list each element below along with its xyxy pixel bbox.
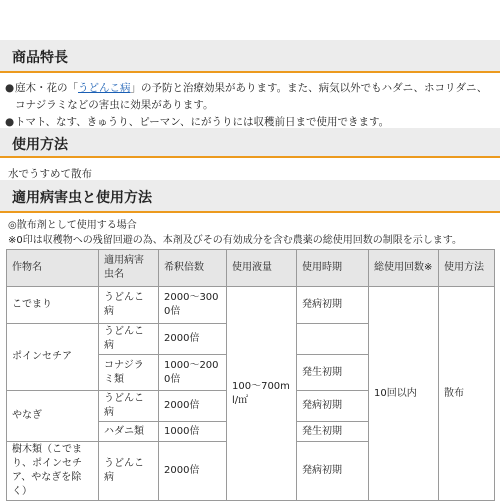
dilution-cell: 1000倍 [159,422,227,442]
dilution-cell: 2000倍 [159,324,227,355]
pest-table-heading: 適用病害虫と使用方法 [12,190,152,206]
pest-cell: うどんこ病 [99,391,159,422]
pest-cell: コナジラミ類 [99,355,159,391]
header-cell: 使用液量 [227,250,297,287]
feature-text-post: 」の予防と治療効果があります。また、病気以外でもハダニ、ホコリダニ、コナジラミなどの害虫に効果があります。 [15,82,488,111]
timing-cell [297,324,369,355]
feature-text-pre: 庭木・花の「 [15,82,78,94]
header-cell: 希釈倍数 [159,250,227,287]
feature-text: トマト、なす、きゅうり、ピーマン、にがうりには収穫前日まで使用できます。 [15,116,390,128]
crop-cell: やなぎ [7,391,99,442]
total-uses-cell: 10回以内 [369,287,439,501]
features-section-header [0,40,500,73]
crop-cell: ポインセチア [7,324,99,391]
crop-cell: 樹木類（こでまり、ポインセチア、やなぎを除く） [7,442,99,501]
feature-item [5,80,495,114]
pest-cell: うどんこ病 [99,442,159,501]
header-cell: 使用時期 [297,250,369,287]
pest-table-section-header [0,180,500,213]
pest-cell: うどんこ病 [99,287,159,324]
timing-cell: 発病初期 [297,442,369,501]
powdery-mildew-link[interactable]: うどんこ病 [78,82,131,94]
crop-cell: こでまり [7,287,99,324]
usage-heading: 使用方法 [12,137,68,153]
usage-limit-note: ※0印は収穫物への残留回避の為、本剤及びその有効成分を含む農薬の総使用回数の制限を示します。 [8,235,462,246]
dilution-cell: 2000倍 [159,391,227,422]
bullet-icon: ● [5,116,15,128]
usage-text: 水でうすめて散布 [8,168,92,180]
pest-cell: うどんこ病 [99,324,159,355]
header-cell: 総使用回数※ [369,250,439,287]
volume-cell: 100〜700ml/㎡ [227,287,297,501]
bullet-icon: ● [5,82,15,94]
method-cell: 散布 [439,287,495,501]
table-row [7,287,495,324]
table-header-row [7,250,495,287]
pest-cell: ハダニ類 [99,422,159,442]
header-cell: 適用病害虫名 [99,250,159,287]
dilution-cell: 2000倍 [159,442,227,501]
feature-list [5,80,495,131]
features-heading: 商品特長 [12,50,68,66]
dilution-cell: 1000〜2000倍 [159,355,227,391]
timing-cell: 発生初期 [297,355,369,391]
dilution-cell: 2000〜3000倍 [159,287,227,324]
header-cell: 作物名 [7,250,99,287]
usage-section-header [0,128,500,158]
pest-usage-table [6,249,495,501]
timing-cell: 発生初期 [297,422,369,442]
timing-cell: 発病初期 [297,287,369,324]
timing-cell: 発病初期 [297,391,369,422]
header-cell: 使用方法 [439,250,495,287]
spray-note: ◎散布剤として使用する場合 [8,220,137,231]
